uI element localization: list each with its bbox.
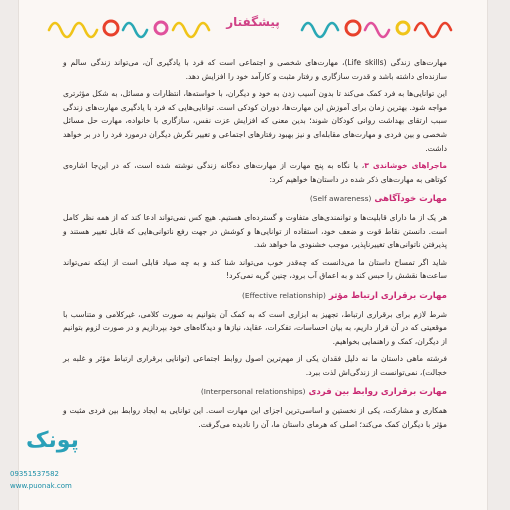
heading-fa: مهارت برقراری ارتباط مؤثر	[328, 290, 447, 301]
watermark-phone: 09351537582	[10, 470, 59, 478]
paragraph: شرط لازم برای برقراری ارتباط، تجهیز به ابزاری است که به کمک آن بتوانیم به صورت کلامی، غیرکلامی و متناسب با موقعیتی که در آن قرار داریم، به بیان احساسات، تفکرات، عقاید، نیازها و دیدگاه‌های خود بپردازیم و در صورت لزوم بتوانیم از دیگران، کمک و راهنمایی بخواهیم.	[63, 309, 447, 346]
section-heading	[63, 289, 447, 304]
paragraph: فرشته ماهی داستان ما نه دلیل فقدان یکی از مهم‌ترین اصول روابط اجتماعی (توانایی برقراری ارتباط مؤثر و غلبه بر خجالت)، نمی‌توانست از زندگی‌اش لذت ببرد.	[63, 354, 447, 377]
page-title: پیشگفتار	[226, 15, 280, 29]
heading-en: (Self awareness)	[309, 194, 372, 204]
watermark-site: www.puonak.com	[10, 482, 72, 490]
heading-fa: مهارت برقراری روابط بین فردی	[308, 387, 447, 398]
paragraph: ماجراهای خوشاندی ۳، با نگاه به پنج مهارت از مهارت‌های ده‌گانه زندگی نوشته شده است، که در این‌جا اشاره‌ی کوتاهی به مهارت‌های ذکر شده در داستان‌ها خواهیم کرد:	[63, 161, 448, 184]
section-heading	[63, 385, 447, 400]
heading-en: (Interpersonal relationships)	[200, 387, 306, 397]
heading-en: (Effective relationship)	[242, 290, 326, 300]
section-heading	[63, 192, 447, 207]
watermark-logo: پونک	[26, 428, 79, 453]
paragraph: همکاری و مشارکت، یکی از نخستین و اساسی‌ترین اجزای این مهارت است. این توانایی به ایجاد روابط بین فردی مثبت و مؤثر با دیگران کمک می‌کند؛ اصلی که هرمای داستان ما، آن را نادیده می‌گرفت.	[63, 406, 447, 429]
paragraph: هر یک از ما دارای قابلیت‌ها و توانمندی‌های متفاوت و گسترده‌ای هستیم. هیچ کس نمی‌تواند ادعا کند که از همه نظر کامل است. دانستن نقاط قوت و ضعف خود، استفاده از توانایی‌ها و کوشش در جهت رفع ناتوانی‌هایی که قابل تغییر هستند و پذیرفتن ناتوانی‌های تغییرناپذیر، موجب خشنودی ما خواهد شد.	[63, 212, 447, 250]
heading-fa: مهارت خودآگاهی	[374, 194, 447, 205]
preface-text	[63, 56, 447, 435]
watermark	[4, 424, 100, 502]
paragraph: مهارت‌های زندگی (Life skills)، مهارت‌های شخصی و اجتماعی است که فرد با یادگیری آن، می‌تواند زندگی سالم و سازنده‌ای داشته باشد و قدرت سازگاری و رفتار مثبت و کارآمد خود را افزایش دهد.	[63, 58, 447, 81]
paragraph: شاید اگر تمساح داستان ما می‌دانست که چه‌قدر خوب می‌تواند شنا کند و به چه صیاد قابلی است از اینکه نمی‌تواند ساعت‌ها نقشش را حبس کند و به اعماق آب برود، چنین گریه نمی‌کرد!	[63, 257, 447, 281]
book-title: ماجراهای خوشاندی ۳	[364, 161, 448, 171]
paragraph: این توانایی‌ها به فرد کمک می‌کند تا بدون آسیب زدن به خود و دیگران، با خواسته‌ها، انتظارات و مسائل، به شکل مؤثرتری مواجه شود. بهترین زمان برای آموزش این مهارت‌ها، دوران کودکی است. توانایی‌هایی که فرد با یادگیری مهارت‌های زندگی سبب ارتقای بهداشت روانی کودکان شوند؛ بدین معنی که افزایش عزت نفس، سازگاری با خانواده، مهارت حل مسائل شخصی و بین فردی و مهارت‌های مقابله‌ای و نیز بهبود رفتارهای اجتماعی و تغییر نگرش دیگران درمورد فرد را در بر خواهد داشت.	[63, 89, 447, 153]
